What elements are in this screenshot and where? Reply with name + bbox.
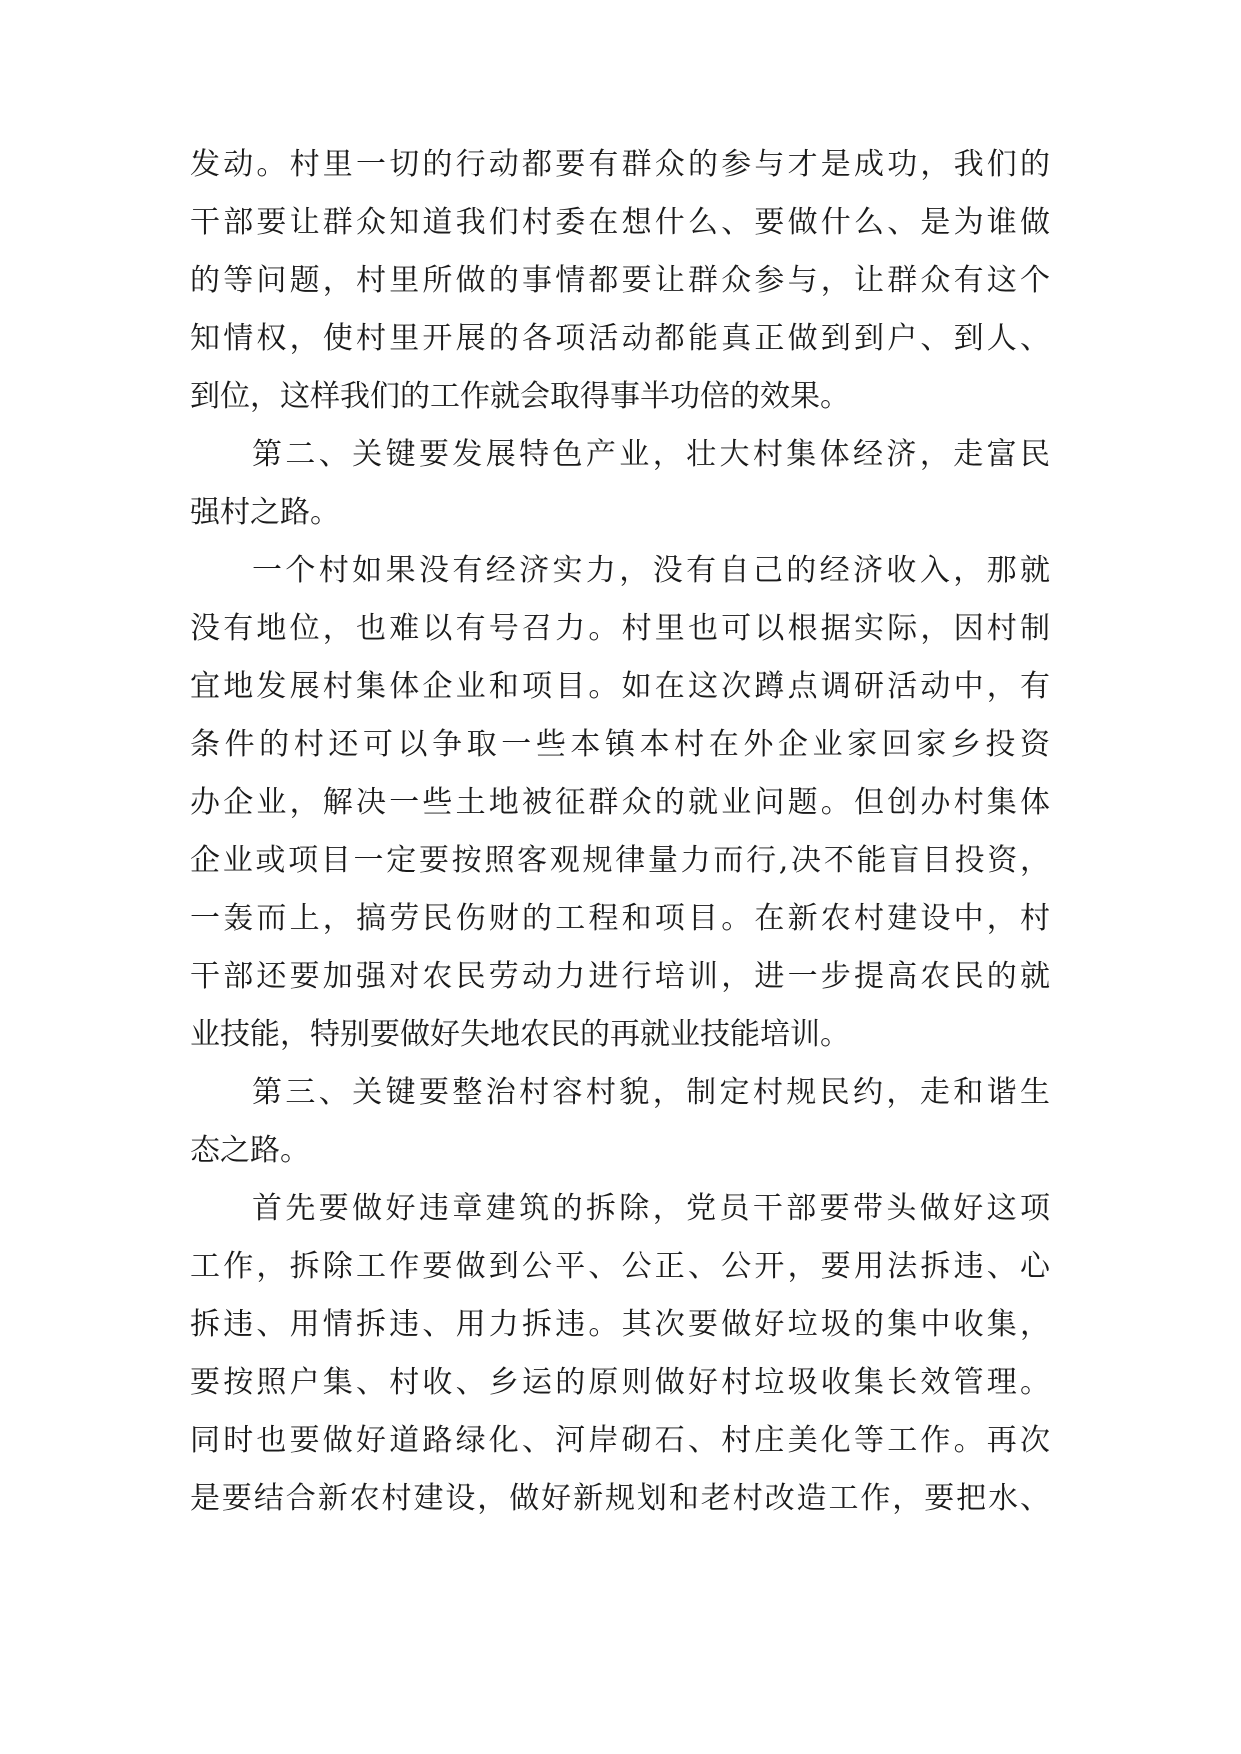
section-heading: 态之路。	[190, 1133, 310, 1168]
text-line: 没有地位，也难以有号召力。村里也可以根据实际，因村制	[190, 611, 1050, 646]
text-line: 发动。村里一切的行动都要有群众的参与才是成功，我们的	[190, 147, 1050, 182]
text-line: 的等问题，村里所做的事情都要让群众参与，让群众有这个	[190, 263, 1050, 298]
text-line: 要按照户集、村收、乡运的原则做好村垃圾收集长效管理。	[190, 1365, 1050, 1400]
section-heading: 第二、关键要发展特色产业，壮大村集体经济，走富民	[252, 437, 1050, 472]
text-line: 企业或项目一定要按照客观规律量力而行,决不能盲目投资，	[190, 843, 1050, 878]
text-line: 首先要做好违章建筑的拆除，党员干部要带头做好这项	[252, 1191, 1050, 1226]
text-line: 宜地发展村集体企业和项目。如在这次蹲点调研活动中，有	[190, 669, 1050, 704]
text-line: 一轰而上，搞劳民伤财的工程和项目。在新农村建设中，村	[190, 901, 1050, 936]
text-line: 业技能，特别要做好失地农民的再就业技能培训。	[190, 1017, 850, 1052]
section-heading: 第三、关键要整治村容村貌，制定村规民约，走和谐生	[252, 1075, 1050, 1110]
text-line: 干部还要加强对农民劳动力进行培训，进一步提高农民的就	[190, 959, 1050, 994]
text-line: 知情权，使村里开展的各项活动都能真正做到到户、到人、	[190, 321, 1050, 356]
text-line: 同时也要做好道路绿化、河岸砌石、村庄美化等工作。再次	[190, 1423, 1050, 1458]
text-line: 办企业，解决一些土地被征群众的就业问题。但创办村集体	[190, 785, 1050, 820]
text-line: 拆违、用情拆违、用力拆违。其次要做好垃圾的集中收集，	[190, 1307, 1050, 1342]
text-line: 是要结合新农村建设，做好新规划和老村改造工作，要把水、	[190, 1481, 1050, 1516]
text-line: 一个村如果没有经济实力，没有自己的经济收入，那就	[252, 553, 1050, 588]
text-line: 工作，拆除工作要做到公平、公正、公开，要用法拆违、心	[190, 1249, 1050, 1284]
text-line: 干部要让群众知道我们村委在想什么、要做什么、是为谁做	[190, 205, 1050, 240]
text-line: 到位，这样我们的工作就会取得事半功倍的效果。	[190, 379, 850, 414]
text-line: 条件的村还可以争取一些本镇本村在外企业家回家乡投资	[190, 727, 1050, 762]
section-heading: 强村之路。	[190, 495, 340, 530]
